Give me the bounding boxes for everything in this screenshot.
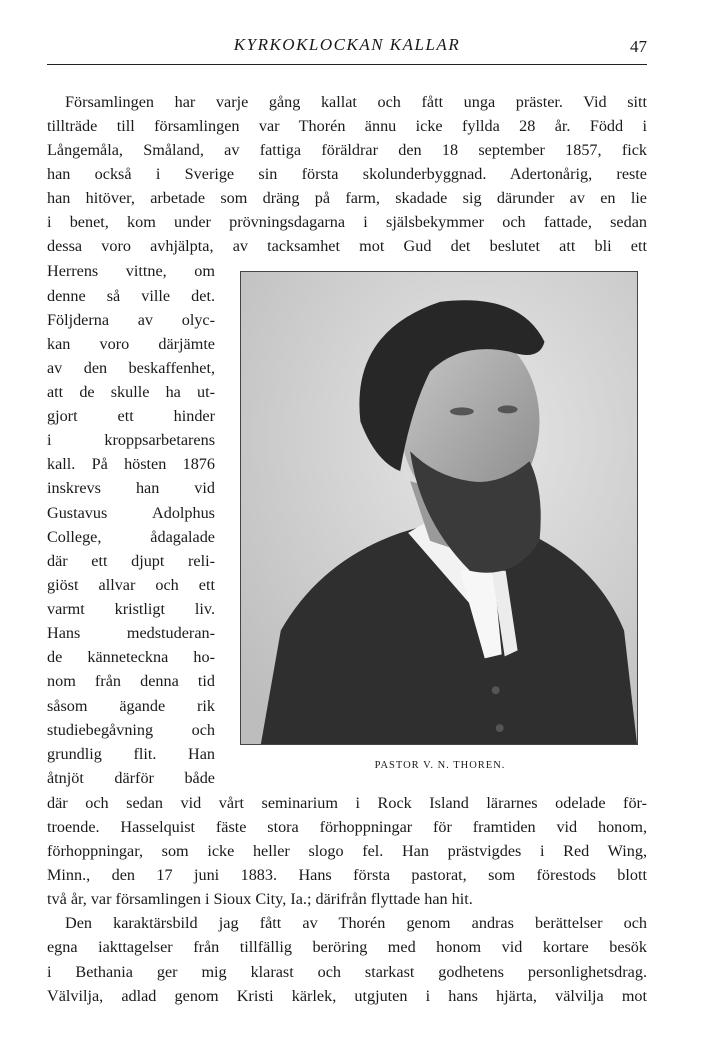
text-line: att de skulle ha ut- (47, 383, 215, 401)
text-line: studiebegåvning och (47, 721, 215, 739)
text-line: Herrens vittne, om (47, 262, 215, 280)
text-line: Den karaktärsbild jag fått av Thorén genom andras berättelser och (65, 914, 647, 932)
text-line: kan voro därjämte (47, 335, 215, 353)
text-line: Långemåla, Småland, av fattiga föräldrar den 18 september 1857, fick (47, 141, 647, 159)
header-rule (47, 64, 647, 65)
text-line: denne så ville det. (47, 287, 215, 305)
text-line: de känneteckna ho- (47, 648, 215, 666)
text-line: nom från denna tid (47, 672, 215, 690)
text-line: såsom ägande rik (47, 697, 215, 715)
running-title: KYRKOKLOCKAN KALLAR (233, 35, 461, 54)
text-line: där ett djupt reli- (47, 552, 215, 570)
text-line: Hans medstuderan- (47, 624, 215, 642)
text-line: dessa voro avhjälpta, av tacksamhet mot Gud det beslutet att bli ett (47, 237, 647, 255)
text-line: tillträde till församlingen var Thorén ännu icke fyllda 28 år. Född i (47, 117, 647, 135)
text-line: han hitöver, arbetade som dräng på farm, skadade sig därunder av en lie (47, 189, 647, 207)
text-line: varmt kristligt liv. (47, 600, 215, 618)
text-line: i benet, kom under prövningsdagarna i själsbekymmer och fattade, sedan (47, 213, 647, 231)
text-line: Följderna av olyc- (47, 311, 215, 329)
text-line: två år, var församlingen i Sioux City, Ia.; därifrån flyttade han hit. (47, 890, 473, 908)
text-line: kall. På hösten 1876 (47, 455, 215, 473)
text-line: i Bethania ger mig klarast och starkast godhetens personlighetsdrag. (47, 963, 647, 981)
portrait-image (241, 272, 637, 744)
text-line: av den beskaffenhet, (47, 359, 215, 377)
text-line: inskrevs han vid (47, 479, 215, 497)
text-line: grundlig flit. Han (47, 745, 215, 763)
text-line: åtnjöt därför både (47, 769, 215, 787)
text-line: Gustavus Adolphus (47, 504, 215, 522)
text-line: i kroppsarbetarens (47, 431, 215, 449)
text-line: College, ådagalade (47, 528, 215, 546)
portrait-photo (240, 271, 638, 745)
text-line: förhoppningar, som icke heller slogo fel. Han prästvigdes i Red Wing, (47, 842, 647, 860)
text-line: han också i Sverige sin första skolunderbyggnad. Adertonårig, reste (47, 165, 647, 183)
text-line: gjort ett hinder (47, 407, 215, 425)
text-line: egna iakttagelser från tillfällig beröring med honom vid kortare besök (47, 938, 647, 956)
text-line: Minn., den 17 juni 1883. Hans första pastorat, som förestods blott (47, 866, 647, 884)
photo-caption: PASTOR V. N. THOREN. (374, 760, 506, 771)
text-line: Välvilja, adlad genom Kristi kärlek, utgjuten i hans hjärta, välvilja mot (47, 987, 647, 1005)
page-number: 47 (630, 37, 647, 56)
text-line: troende. Hasselquist fäste stora förhoppningar för framtiden vid honom, (47, 818, 647, 836)
text-line: giöst allvar och ett (47, 576, 215, 594)
text-line: där och sedan vid vårt seminarium i Rock Island lärarnes odelade för- (47, 794, 647, 812)
text-line: Församlingen har varje gång kallat och fått unga präster. Vid sitt (65, 93, 647, 111)
running-head (47, 35, 647, 61)
